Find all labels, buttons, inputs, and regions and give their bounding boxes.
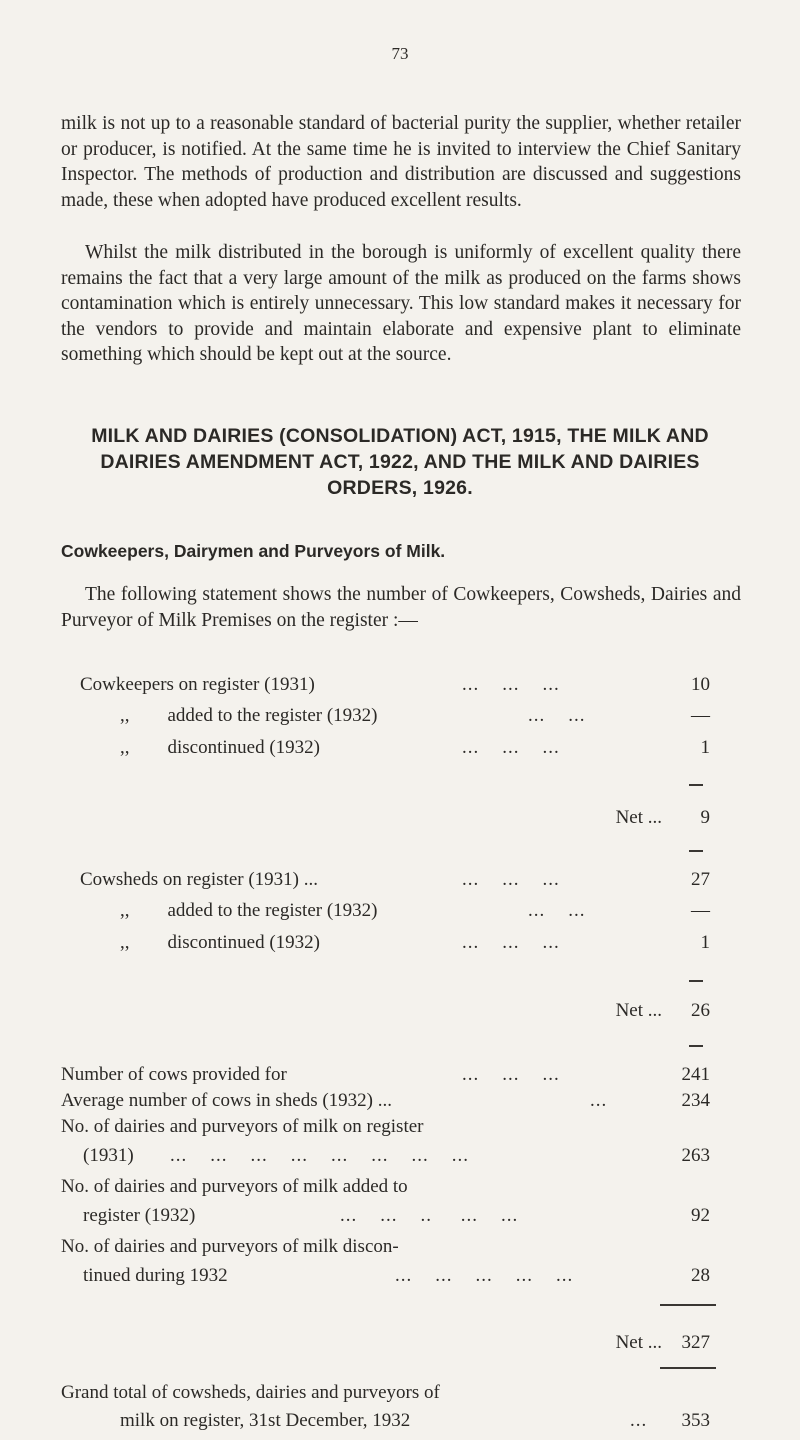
sum-rule xyxy=(660,1304,716,1306)
net-row xyxy=(0,998,800,1024)
row-label: No. of dairies and purveyors of milk discon- xyxy=(61,1236,399,1257)
row-value: 27 xyxy=(691,869,710,890)
row-label: Cowkeepers on register (1931) xyxy=(80,674,315,695)
net-row xyxy=(0,1330,800,1356)
row-label: (1931) xyxy=(83,1145,134,1166)
sum-rule xyxy=(689,850,703,852)
row-value: 241 xyxy=(681,1064,710,1085)
row-value: 1 xyxy=(700,737,710,758)
row-label: ,, discontinued (1932) xyxy=(120,737,321,758)
leader-dots: ... ... ... ... ... ... ... ... xyxy=(170,1145,469,1166)
leader-dots: ... ... ... xyxy=(462,932,560,953)
page-number: 73 xyxy=(391,44,409,63)
table-row xyxy=(0,1408,800,1434)
leader-dots: ... ... xyxy=(528,900,586,921)
row-value: 92 xyxy=(691,1205,710,1226)
leader-dots: ... ... ... xyxy=(462,869,560,890)
paragraph-1: milk is not up to a reasonable standard of bacterial purity the supplier, whether retailer or producer, is notified. At the same time he is invited to interview the Chief Sanitary Inspector. The methods of production and distribution are discussed and suggestions made, these when adopted have produced excellent results. xyxy=(61,113,741,211)
leader-dots: ... ... xyxy=(528,705,586,726)
leader-dots: ... ... ... xyxy=(462,674,560,695)
table-row xyxy=(0,735,800,761)
table-row xyxy=(0,1143,800,1169)
row-label: milk on register, 31st December, 1932 xyxy=(120,1410,411,1431)
table-row xyxy=(0,930,800,956)
sum-rule xyxy=(689,980,703,982)
table-row xyxy=(0,1174,800,1200)
row-label: No. of dairies and purveyors of milk on register xyxy=(61,1116,424,1137)
paragraph-2 xyxy=(61,240,741,368)
table-row xyxy=(0,1234,800,1260)
net-label: Net ... xyxy=(615,1000,662,1021)
section-heading: MILK AND DAIRIES (CONSOLIDATION) ACT, 1915, THE MILK AND DAIRIES AMENDMENT ACT, 1922, AND THE MILK AND DAIRIES ORDERS, 1926. xyxy=(91,425,709,499)
leader-dots: ... ... ... xyxy=(462,1064,560,1085)
row-label: register (1932) xyxy=(83,1205,196,1226)
row-value: 1 xyxy=(700,932,710,953)
sum-rule xyxy=(689,1045,703,1047)
table-row xyxy=(0,1088,800,1114)
table-row xyxy=(0,1203,800,1229)
sum-rule xyxy=(689,784,703,786)
row-value: 234 xyxy=(681,1090,710,1111)
table-row xyxy=(0,703,800,729)
row-value: — xyxy=(691,705,710,726)
row-label: Grand total of cowsheds, dairies and purveyors of xyxy=(61,1382,440,1403)
paragraph-2-text: Whilst the milk distributed in the borough is uniformly of excellent quality there remains the fact that a very large amount of the milk as produced on the farms shows contamination which is entirely unnecessary. This low standard makes it necessary for the vendors to provide and maintain elaborate and expensive plant to eliminate something which should be kept out at the source. xyxy=(61,242,741,366)
net-label: Net ... xyxy=(615,807,662,828)
row-label: No. of dairies and purveyors of milk added to xyxy=(61,1176,408,1197)
net-label: Net ... xyxy=(615,1332,662,1353)
row-label: ,, added to the register (1932) xyxy=(120,900,378,921)
leader-dots: ... ... ... xyxy=(462,737,560,758)
row-value: 9 xyxy=(700,807,710,828)
table-row xyxy=(0,867,800,893)
row-value: 26 xyxy=(691,1000,710,1021)
row-label: Cowsheds on register (1931) ... xyxy=(80,869,318,890)
row-label: tinued during 1932 xyxy=(83,1265,228,1286)
row-label: Number of cows provided for xyxy=(61,1064,287,1085)
row-label: Average number of cows in sheds (1932) ... xyxy=(61,1090,393,1111)
table-row xyxy=(0,1114,800,1140)
row-value: 10 xyxy=(691,674,710,695)
row-value: 353 xyxy=(681,1410,710,1431)
row-value: 28 xyxy=(691,1265,710,1286)
row-label: ,, added to the register (1932) xyxy=(120,705,378,726)
row-value: 327 xyxy=(681,1332,710,1353)
leader-dots: ... ... ... ... ... xyxy=(395,1265,574,1286)
section-subheading: Cowkeepers, Dairymen and Purveyors of Milk. xyxy=(61,541,446,561)
row-label: ,, discontinued (1932) xyxy=(120,932,321,953)
table-row xyxy=(0,898,800,924)
leader-dots: ... xyxy=(590,1090,608,1111)
table-row xyxy=(0,1380,800,1406)
table-row xyxy=(0,1062,800,1088)
net-row xyxy=(0,805,800,831)
table-row xyxy=(0,672,800,698)
row-value: 263 xyxy=(681,1145,710,1166)
intro-text: The following statement shows the number of Cowkeepers, Cowsheds, Dairies and Purveyor of Milk Premises on the register :— xyxy=(61,584,741,631)
leader-dots: ... xyxy=(630,1410,648,1431)
row-value: — xyxy=(691,900,710,921)
table-row xyxy=(0,1263,800,1289)
sum-rule xyxy=(660,1367,716,1369)
leader-dots: ... ... .. ... ... xyxy=(340,1205,519,1226)
intro-paragraph xyxy=(61,582,741,633)
